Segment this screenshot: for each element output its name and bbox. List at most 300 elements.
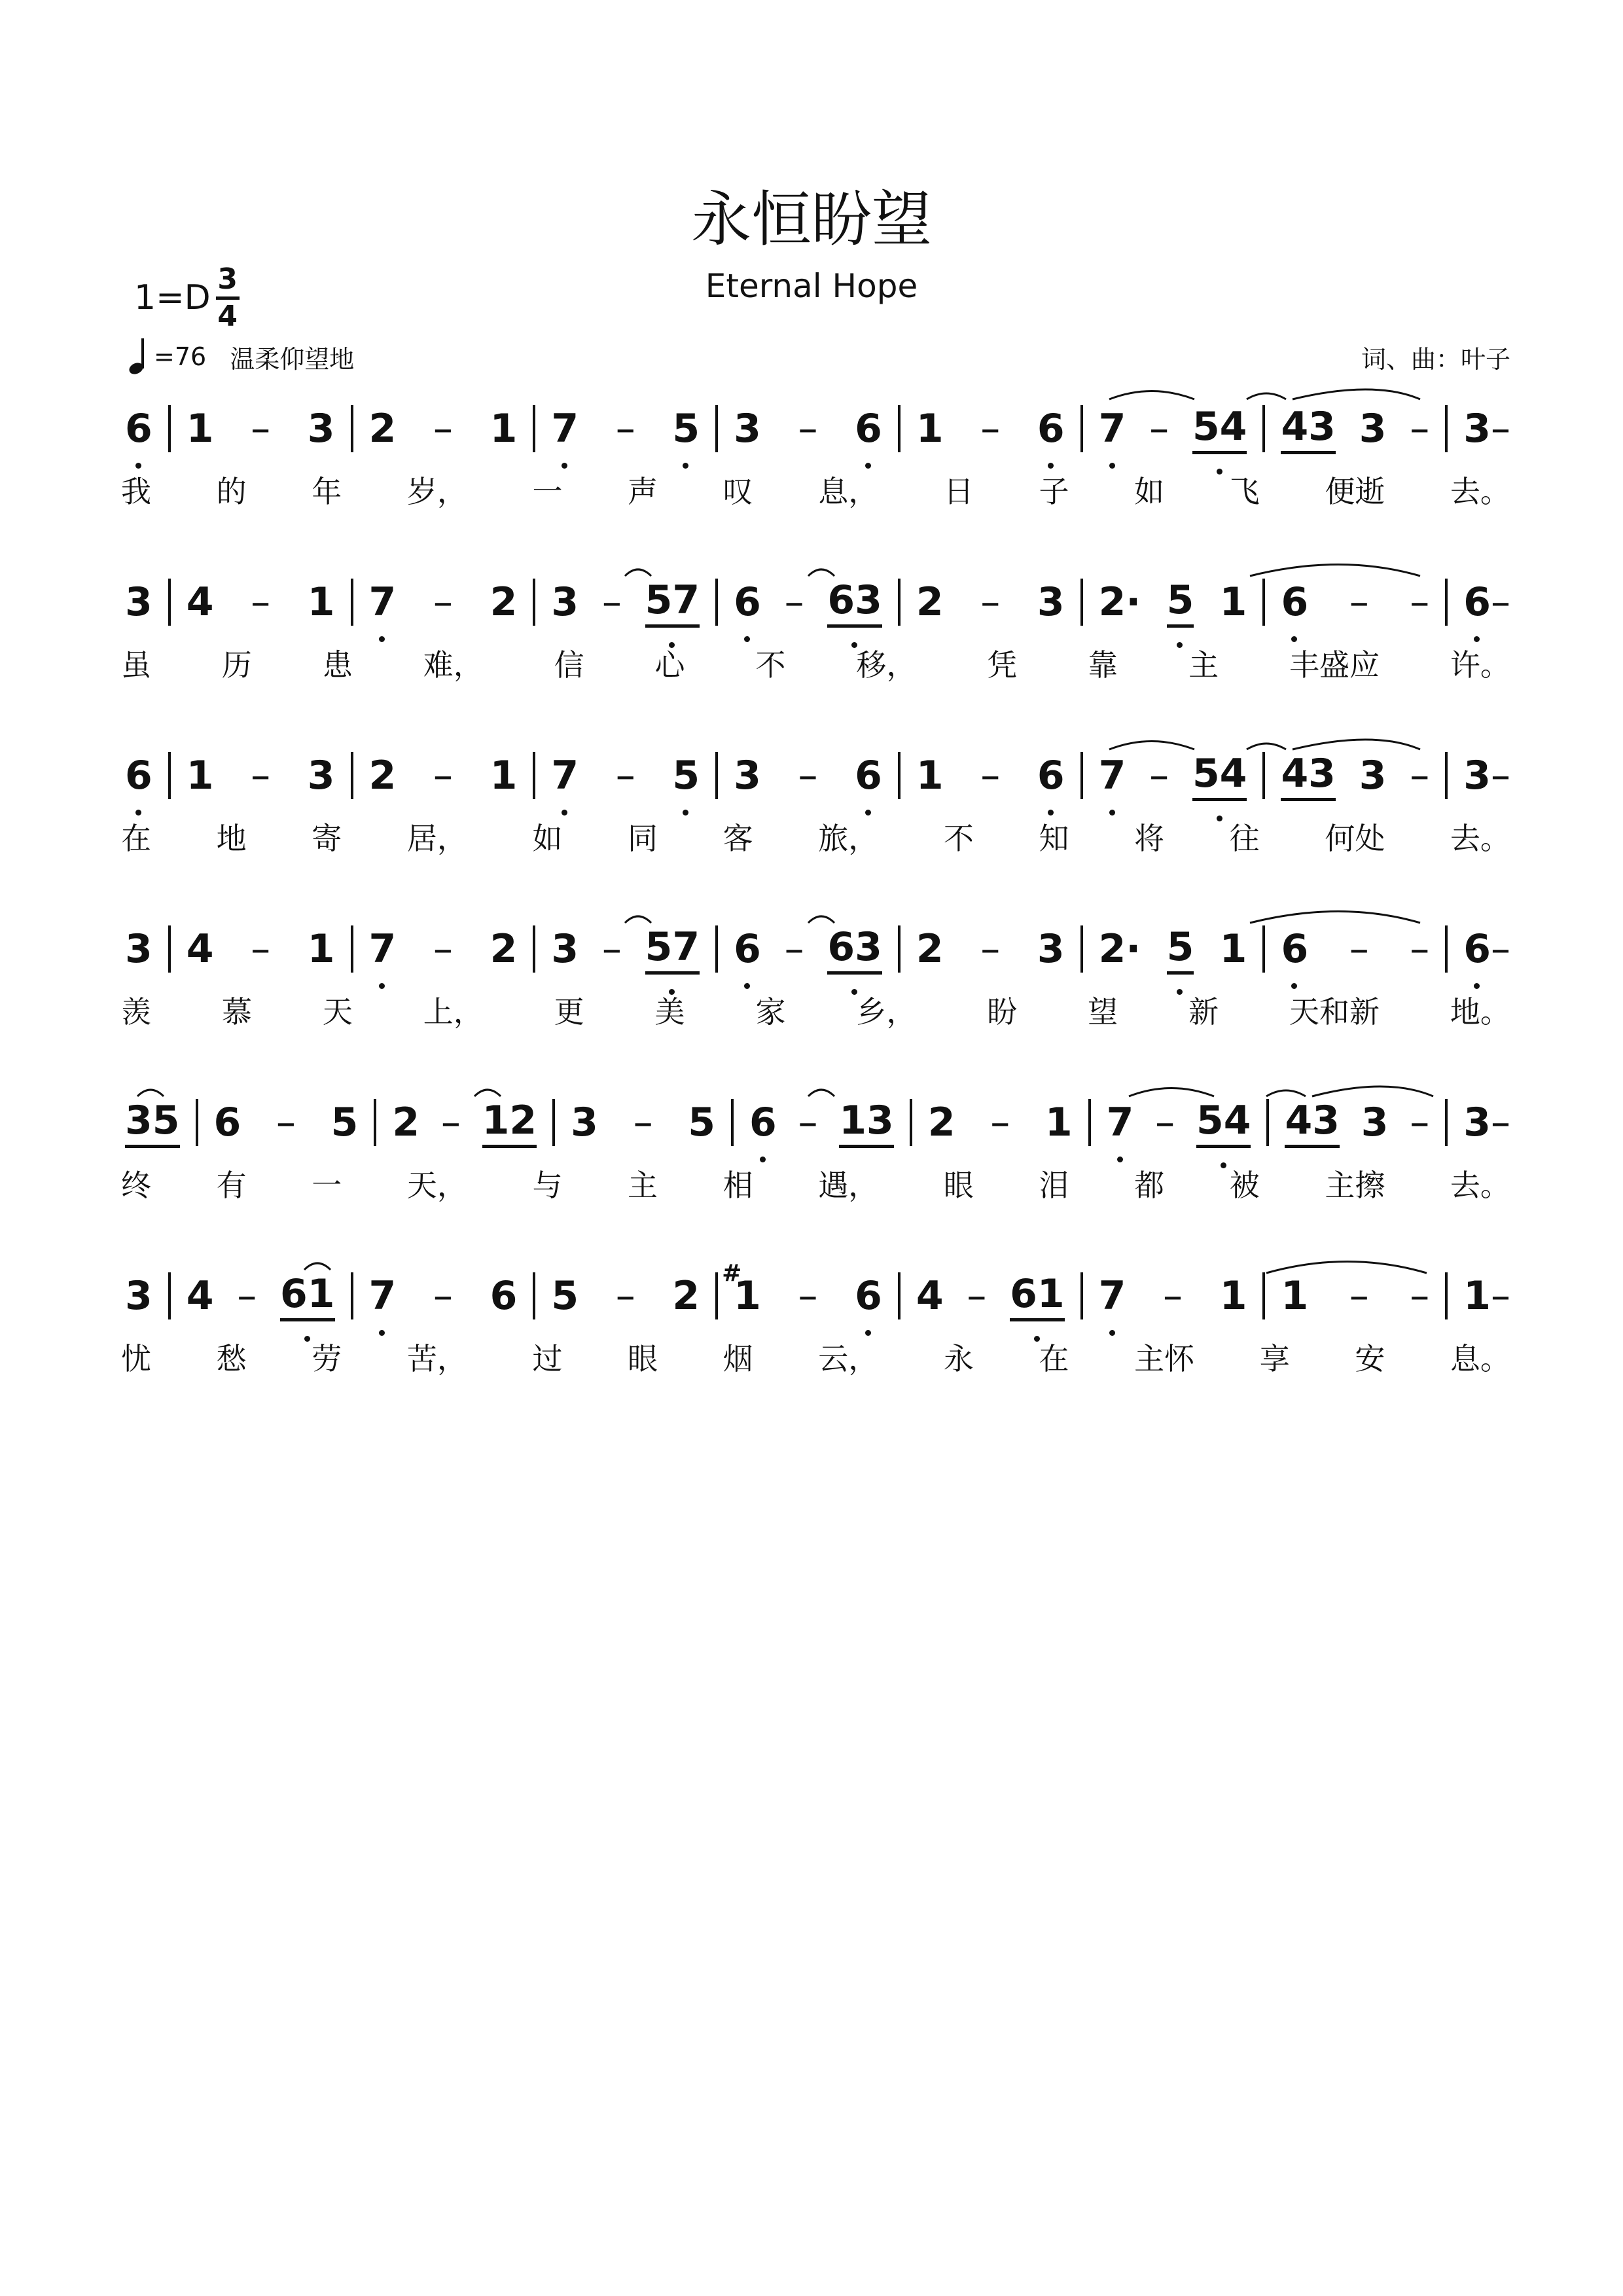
note (490, 406, 518, 452)
extension-dash (798, 406, 817, 452)
extension-dash (1410, 926, 1429, 972)
note-text: – (784, 926, 804, 972)
note-text: 3 (1463, 1100, 1491, 1145)
note-text: 1 (734, 1273, 761, 1319)
lyric-syllable: 声 (628, 474, 658, 509)
lyric-syllable: 都 (1134, 1168, 1165, 1203)
tempo-expression: 温柔仰望地 (230, 344, 355, 374)
note (855, 753, 882, 798)
note-text: 2 (368, 753, 397, 798)
extension-dash (980, 753, 1000, 798)
lyric-syllable: 烟 (722, 1341, 753, 1376)
lyric-syllable: 移， (856, 647, 917, 683)
note-text: – (1410, 926, 1430, 972)
note (369, 406, 397, 452)
note (369, 926, 397, 972)
slur (625, 916, 651, 923)
slur (1293, 740, 1420, 749)
measure (912, 1100, 1088, 1145)
extension-dash (616, 753, 635, 798)
lyric-syllable: 我 (121, 474, 151, 509)
note (125, 1098, 180, 1148)
note (551, 753, 579, 798)
extension-dash (798, 753, 817, 798)
note-text: – (433, 579, 453, 625)
extension-dash (990, 1100, 1010, 1145)
measure (718, 753, 898, 798)
extension-dash (433, 753, 453, 798)
note-text: 1 (186, 753, 214, 798)
measure (535, 924, 715, 975)
note-text: 6 (125, 406, 152, 452)
measure (718, 577, 898, 628)
extension-dash (1149, 753, 1169, 798)
note-text: 7 (368, 579, 397, 625)
note (916, 926, 944, 972)
extension-dash (433, 926, 453, 972)
note-text: 7 (1098, 1273, 1126, 1319)
note (1192, 404, 1247, 454)
music-line (121, 1096, 1510, 1149)
lyric-syllable: 被 (1229, 1168, 1260, 1203)
note-text: 1 (1219, 926, 1247, 972)
note-text: 3 (1463, 406, 1491, 452)
extension-dash (433, 406, 453, 452)
note (308, 406, 335, 452)
lyric-syllable: 不 (755, 647, 786, 683)
note-text: 2 (927, 1100, 955, 1145)
extension-dash (798, 1273, 817, 1319)
note-text: – (601, 579, 622, 625)
note (1285, 1098, 1340, 1148)
lyric-syllable: 不 (943, 821, 974, 856)
music-line (121, 1260, 1510, 1322)
lyric-syllable: 在 (121, 821, 151, 856)
measure (171, 579, 351, 625)
note-text: 1 (186, 406, 214, 452)
lyric-syllable: 凭 (987, 647, 1018, 683)
measure (121, 1273, 168, 1319)
note-text: 1 (307, 579, 335, 625)
lyric-syllable: 如 (532, 821, 563, 856)
note-text: 54 (1192, 750, 1247, 797)
measure (121, 579, 168, 625)
measure (121, 1098, 196, 1148)
extension-dash (237, 1273, 257, 1319)
slur (1250, 912, 1420, 924)
note (369, 753, 397, 798)
note-text: 3 (1037, 579, 1065, 625)
measure (555, 1100, 731, 1145)
note-text: 3 (551, 579, 579, 625)
note-text: – (784, 579, 804, 625)
note (125, 1273, 152, 1319)
note (1359, 753, 1387, 798)
note (1463, 1273, 1491, 1319)
note-text: 1 (916, 753, 944, 798)
note (734, 753, 761, 798)
measure (1083, 577, 1263, 628)
note-text: 6 (1463, 926, 1491, 972)
note-text: 2· (1098, 579, 1141, 625)
note-text: – (980, 579, 1001, 625)
note (551, 1273, 579, 1319)
note (1037, 579, 1065, 625)
note-text: – (980, 406, 1001, 452)
note-text: – (798, 1273, 818, 1319)
note-text: 1 (1281, 1273, 1309, 1319)
slur (474, 1090, 501, 1096)
note (1107, 1100, 1134, 1145)
lyric-syllable: 的 (216, 474, 247, 509)
extension-dash (1410, 1100, 1429, 1145)
lyric-syllable: 愁 (216, 1341, 247, 1376)
note-text: 3 (1359, 406, 1387, 452)
lyric-syllable: 主怀 (1134, 1341, 1195, 1376)
lyric-syllable: 相 (722, 1168, 753, 1203)
note-text: 6 (213, 1100, 241, 1145)
note-text: 2 (392, 1100, 420, 1145)
slur (808, 1090, 834, 1096)
note-text: 57 (645, 924, 700, 970)
note-text: – (980, 753, 1001, 798)
slur (1293, 389, 1420, 399)
note-text: 3 (571, 1100, 598, 1145)
lyrics-line (121, 1162, 1510, 1201)
lyric-syllable: 眼 (943, 1168, 974, 1203)
note-text: 3 (551, 926, 579, 972)
extension-dash (251, 406, 270, 452)
note (1099, 753, 1126, 798)
note-text: 2 (490, 926, 518, 972)
lyric-syllable: 忧 (121, 1341, 151, 1376)
note-text: – (433, 1273, 453, 1319)
extension-dash (1491, 926, 1510, 972)
note-text: 6 (1037, 753, 1065, 798)
slur (808, 916, 834, 923)
note (672, 406, 700, 452)
note-text: 5 (688, 1100, 715, 1145)
note-text: 43 (1281, 750, 1336, 797)
note (1220, 1273, 1247, 1319)
note (1220, 579, 1247, 625)
slur (1250, 565, 1420, 577)
note-text: – (633, 1100, 653, 1145)
note-text: 1 (916, 406, 944, 452)
note-text: 61 (1010, 1270, 1065, 1317)
note-text: 1 (1219, 579, 1247, 625)
lyric-syllable: 有 (216, 1168, 247, 1203)
lyrics-line (121, 468, 1510, 507)
lyrics-line (121, 1335, 1510, 1374)
lyric-syllable: 主 (628, 1168, 658, 1203)
note (551, 926, 579, 972)
measure (121, 753, 168, 798)
note (1463, 753, 1491, 798)
note-text: – (990, 1100, 1010, 1145)
note (1037, 926, 1065, 972)
note (1281, 1273, 1308, 1319)
slur (808, 569, 834, 576)
measure (901, 1271, 1080, 1321)
lyric-syllable: 上， (423, 994, 484, 1030)
note (482, 1098, 537, 1148)
extension-dash (251, 926, 270, 972)
extension-dash (251, 753, 270, 798)
note (125, 926, 152, 972)
extension-dash (1491, 1273, 1510, 1319)
note-text: – (980, 926, 1001, 972)
lyric-syllable: 旅， (818, 821, 879, 856)
measure (901, 926, 1080, 972)
note (1196, 1098, 1251, 1148)
extension-dash (616, 406, 635, 452)
note-text: 35 (125, 1097, 180, 1143)
lyric-syllable: 历 (221, 647, 252, 683)
measure (376, 1098, 552, 1148)
note-text: 7 (551, 753, 579, 798)
note (1099, 406, 1126, 452)
lyric-syllable: 年 (312, 474, 342, 509)
note (1361, 1100, 1389, 1145)
extension-dash (633, 1100, 653, 1145)
note (369, 579, 397, 625)
note-text: 4 (916, 1273, 944, 1319)
extension-dash (433, 579, 453, 625)
lyric-syllable: 劳 (312, 1341, 342, 1376)
note-text: 63 (827, 924, 882, 970)
note-text: 3 (125, 1273, 152, 1319)
lyric-syllable: 居， (406, 821, 467, 856)
note-text: 6 (855, 753, 882, 798)
note (490, 753, 518, 798)
note-text: 1 (307, 926, 335, 972)
note-text: 3 (307, 406, 335, 452)
measure (1265, 1273, 1445, 1319)
measure (901, 406, 1080, 452)
song-title: 永恒盼望 (690, 185, 932, 255)
note-text: 6 (1037, 406, 1065, 452)
note (571, 1100, 598, 1145)
note-text: – (798, 1100, 818, 1145)
lyric-syllable: 更 (554, 994, 584, 1030)
note-text: – (615, 1273, 635, 1319)
extension-dash (980, 406, 1000, 452)
extension-dash (1410, 1273, 1429, 1319)
slur (1109, 391, 1194, 400)
note-text: 1 (490, 753, 518, 798)
note (187, 1273, 214, 1319)
lyric-syllable: 飞 (1229, 474, 1260, 509)
note (855, 406, 882, 452)
lyric-syllable: 子 (1039, 474, 1069, 509)
slur (625, 569, 651, 576)
lyric-syllable: 地 (216, 821, 247, 856)
note-text: – (276, 1100, 296, 1145)
lyric-syllable: 云， (818, 1341, 879, 1376)
note-text: – (798, 406, 818, 452)
note-text: 3 (1463, 753, 1491, 798)
note-text: 7 (368, 926, 397, 972)
note-text: 7 (551, 406, 579, 452)
slur (1312, 1086, 1433, 1096)
note (827, 577, 882, 628)
extension-dash (1410, 406, 1429, 452)
note (1099, 579, 1141, 625)
slur (1266, 1090, 1306, 1096)
note-text: – (1410, 1273, 1430, 1319)
note-text: 3 (1037, 926, 1065, 972)
extension-dash (616, 1273, 635, 1319)
note-text: 1 (1463, 1273, 1491, 1319)
measure (353, 926, 533, 972)
slur (304, 1263, 330, 1270)
extension-dash (1410, 753, 1429, 798)
note (1167, 924, 1194, 975)
note-text: 6 (1463, 579, 1491, 625)
note (1099, 926, 1141, 972)
note-text: – (615, 406, 635, 452)
lyric-syllable: 与 (532, 1168, 563, 1203)
note (308, 579, 335, 625)
note (392, 1100, 419, 1145)
sharp-sign: # (722, 1260, 742, 1287)
note-text: 2· (1098, 926, 1141, 972)
note-text: 4 (186, 579, 214, 625)
time-signature-bottom: 4 (217, 299, 238, 333)
lyric-syllable: 寄 (312, 821, 342, 856)
note-text: 5 (1166, 924, 1194, 970)
extension-dash (602, 579, 622, 625)
lyric-syllable: 新 (1188, 994, 1219, 1030)
note (125, 753, 152, 798)
extension-dash (980, 926, 1000, 972)
note-text: 6 (1281, 579, 1309, 625)
lyrics-line (121, 815, 1510, 854)
lyric-syllable: 患 (322, 647, 353, 683)
measure (901, 579, 1080, 625)
lyric-syllable: 去。 (1450, 474, 1510, 509)
extension-dash (1491, 753, 1510, 798)
measure (718, 406, 898, 452)
measure (171, 406, 351, 452)
note (839, 1098, 894, 1148)
note-text: 5 (672, 753, 700, 798)
note-text: 4 (186, 926, 214, 972)
note (734, 926, 761, 972)
lyric-syllable: 息， (818, 474, 879, 509)
measure (535, 406, 715, 452)
music-line (121, 923, 1510, 975)
lyric-syllable: 主 (1188, 647, 1219, 683)
measure (1265, 751, 1445, 801)
lyric-syllable: 丰盛应 (1289, 647, 1380, 683)
song-subtitle: Eternal Hope (705, 267, 918, 305)
note (1463, 579, 1491, 625)
note-text: 1 (490, 406, 518, 452)
note-text: – (1491, 1100, 1511, 1145)
note-text: – (1163, 1273, 1183, 1319)
note (734, 579, 761, 625)
measure (198, 1100, 374, 1145)
note (187, 926, 214, 972)
note-text: – (251, 579, 271, 625)
lyric-syllable: 靠 (1088, 647, 1118, 683)
extension-dash (1163, 1273, 1183, 1319)
note (1010, 1271, 1065, 1321)
measure (171, 926, 351, 972)
note-text: 3 (1359, 753, 1387, 798)
note-text: – (601, 926, 622, 972)
note-text: 3 (307, 753, 335, 798)
note-text: 43 (1285, 1097, 1340, 1143)
note (1463, 926, 1491, 972)
lyric-syllable: 望 (1088, 994, 1118, 1030)
note-text: 2 (916, 926, 944, 972)
lyric-syllable: 日 (943, 474, 974, 509)
measure (353, 579, 533, 625)
note-text: – (1410, 1100, 1430, 1145)
note (1167, 577, 1194, 628)
measure (718, 924, 898, 975)
measure (1265, 579, 1445, 625)
note-text: – (1490, 579, 1510, 625)
note-text: 5 (1166, 577, 1194, 623)
note-text: 3 (125, 926, 152, 972)
note (1359, 406, 1387, 452)
note (1281, 404, 1336, 454)
lyric-syllable: 往 (1229, 821, 1260, 856)
extension-dash (433, 1273, 453, 1319)
music-line (121, 403, 1510, 455)
lyric-syllable: 慕 (221, 994, 252, 1030)
note-text: – (615, 753, 635, 798)
lyric-syllable: 美 (654, 994, 685, 1030)
measure (1448, 1100, 1510, 1145)
note-text: – (251, 926, 271, 972)
lyric-syllable: 叹 (722, 474, 753, 509)
time-signature-top: 3 (217, 262, 238, 296)
measure (1269, 1098, 1445, 1148)
lyric-syllable: 如 (1134, 474, 1165, 509)
measure (353, 406, 533, 452)
note (645, 924, 700, 975)
note-text: – (1490, 753, 1510, 798)
lyric-syllable: 将 (1134, 821, 1165, 856)
note (331, 1100, 359, 1145)
note-text: 7 (1098, 753, 1126, 798)
note (1037, 406, 1065, 452)
note (1281, 751, 1336, 801)
note (855, 1273, 882, 1319)
note (490, 579, 518, 625)
lyric-syllable: 天和新 (1289, 994, 1380, 1030)
lyric-syllable: 一 (532, 474, 563, 509)
lyrics-line (121, 641, 1510, 681)
lyric-syllable: 一 (312, 1168, 342, 1203)
note-text: 7 (1098, 406, 1126, 452)
lyric-syllable: 盼 (987, 994, 1018, 1030)
note-text: – (440, 1100, 461, 1145)
note (916, 406, 944, 452)
note (1463, 1100, 1491, 1145)
lyric-syllable: 客 (722, 821, 753, 856)
extension-dash (1349, 579, 1369, 625)
music-line (121, 576, 1510, 628)
note-text: – (1410, 753, 1430, 798)
note (551, 579, 579, 625)
extension-dash (980, 579, 1000, 625)
